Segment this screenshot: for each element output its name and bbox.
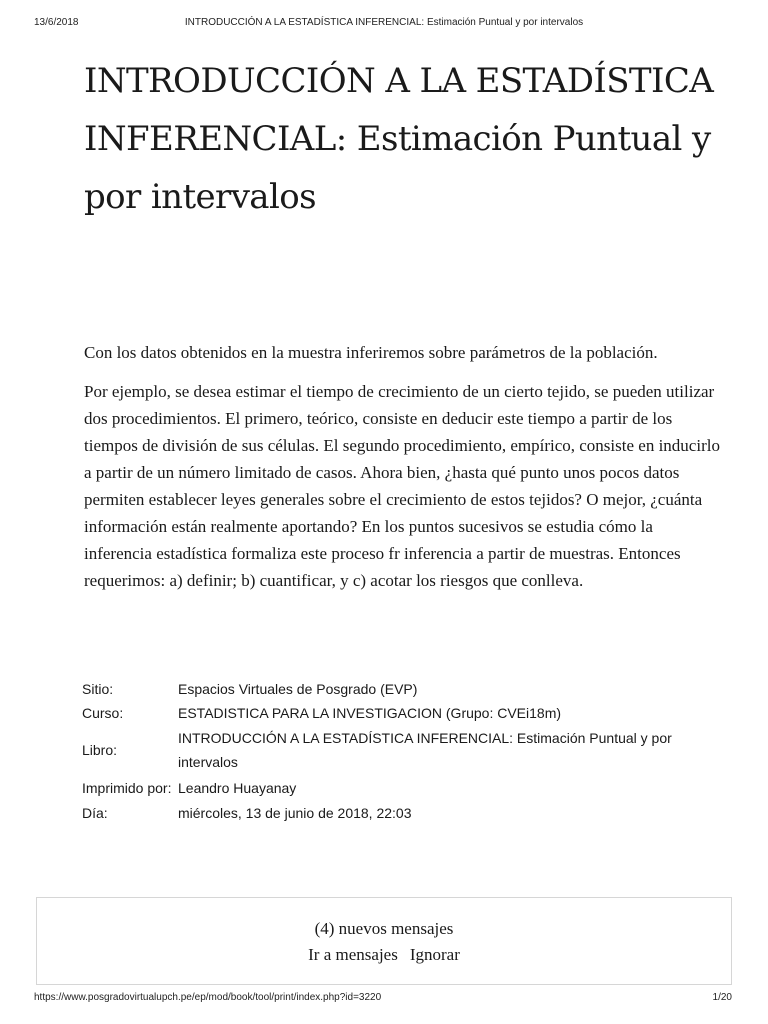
info-value: miércoles, 13 de junio de 2018, 22:03 bbox=[178, 805, 412, 821]
info-row-printed-by bbox=[82, 775, 678, 801]
info-row-date bbox=[82, 801, 678, 825]
info-row-course bbox=[82, 701, 678, 725]
example-paragraph: Por ejemplo, se desea estimar el tiempo de crecimiento de un cierto tejido, se pueden utilizar dos procedimientos. El primero, teórico, consiste en deducir este tiempo a partir de los tiempos de división de sus células. El segundo procedimiento, empírico, consiste en inducirlo a partir de un número limitado de casos. Ahora bien, ¿hasta qué punto unos pocos datos permiten establecer leyes generales sobre el crecimiento de estos tejidos? O mejor, ¿cuánta información están realmente aportando? En los puntos sucesivos se estudia cómo la inferencia estadística formaliza este proceso fr inferencia a partir de muestras. Entonces requerimos: a) definir; b) cuantificar, y c) acotar los riesgos que conlleva. bbox=[84, 382, 720, 590]
info-value: Leandro Huayanay bbox=[178, 780, 297, 796]
print-document-title: INTRODUCCIÓN A LA ESTADÍSTICA INFERENCIAL: Estimación Puntual y por intervalos bbox=[184, 17, 584, 28]
chapter-content bbox=[84, 339, 724, 594]
page-number: 1/20 bbox=[712, 992, 732, 1003]
new-messages-count: (4) nuevos mensajes bbox=[314, 919, 454, 938]
print-footer bbox=[34, 992, 734, 1006]
print-info-table bbox=[82, 677, 678, 825]
info-row-site bbox=[82, 677, 678, 701]
info-value: Espacios Virtuales de Posgrado (EVP) bbox=[178, 681, 418, 697]
ignore-link[interactable]: Ignorar bbox=[409, 945, 460, 964]
info-label: Imprimido por: bbox=[82, 780, 172, 796]
info-label: Sitio: bbox=[82, 681, 114, 697]
new-messages-notice bbox=[36, 897, 732, 985]
info-row-book bbox=[82, 725, 678, 775]
info-label: Curso: bbox=[82, 705, 124, 721]
print-date: 13/6/2018 bbox=[34, 17, 79, 28]
intro-paragraph: Con los datos obtenidos en la muestra inferiremos sobre parámetros de la población. bbox=[84, 343, 658, 362]
book-title: INTRODUCCIÓN A LA ESTADÍSTICA INFERENCIAL: Estimación Puntual y por intervalos bbox=[84, 61, 714, 217]
notice-actions bbox=[37, 942, 731, 968]
info-label: Libro: bbox=[82, 742, 118, 758]
info-value: ESTADISTICA PARA LA INVESTIGACION (Grupo: CVEi18m) bbox=[178, 705, 562, 721]
go-to-messages-link[interactable]: Ir a mensajes bbox=[308, 945, 398, 964]
info-value: INTRODUCCIÓN A LA ESTADÍSTICA INFERENCIAL: Estimación Puntual y por intervalos bbox=[178, 730, 672, 770]
print-header bbox=[34, 17, 734, 31]
print-url: https://www.posgradovirtualupch.pe/ep/mod/book/tool/print/index.php?id=3220 bbox=[34, 992, 382, 1003]
info-label: Día: bbox=[82, 805, 108, 821]
